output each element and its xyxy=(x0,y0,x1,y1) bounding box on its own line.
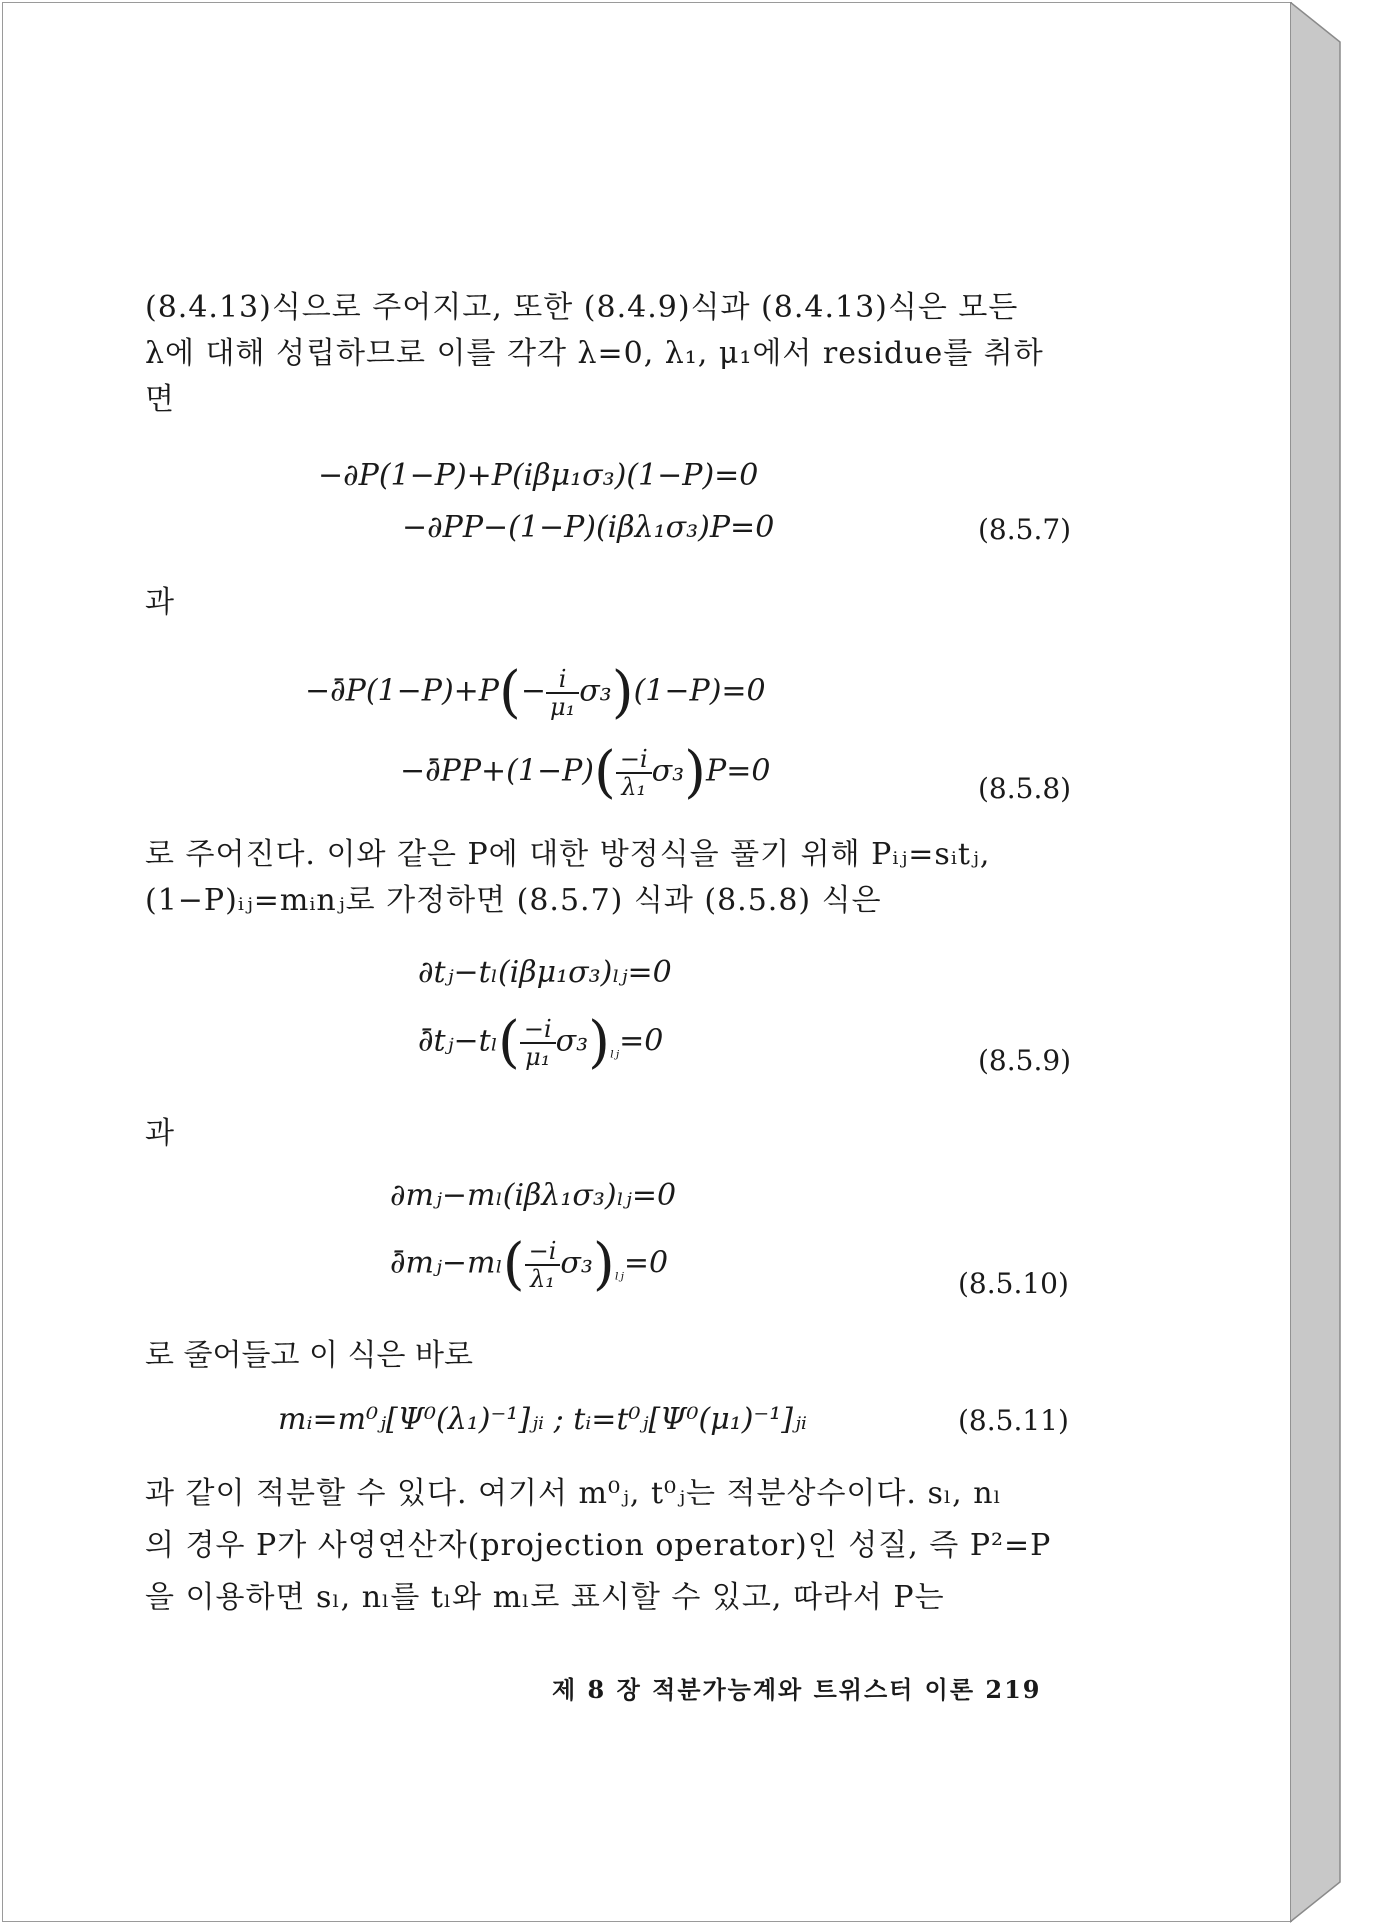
mid-line-2: (1−P)ᵢⱼ=mᵢnⱼ로 가정하면 (8.5.7) 식과 (8.5.8) 식은 xyxy=(145,883,882,918)
intro-line-3: 면 xyxy=(145,382,175,417)
conjunction-gwa-2: 과 xyxy=(145,1116,174,1151)
left-paren: ( xyxy=(502,1232,525,1297)
left-paren: ( xyxy=(593,740,616,805)
numerator: i xyxy=(546,666,579,694)
intro-line-2: λ에 대해 성립하므로 이를 각각 λ=0, λ₁, μ₁에서 residue를 취하 xyxy=(145,336,1044,371)
equation-8-5-9-line-2 xyxy=(418,1010,663,1075)
sigma-3: σ₃ xyxy=(555,1023,589,1059)
right-paren: ) xyxy=(592,1232,615,1297)
closing-line-2: 의 경우 P가 사영연산자(projection operator)인 성질, 즉 P²=P xyxy=(145,1528,1052,1563)
eq-8-5-8-b-right: P=0 xyxy=(706,753,771,789)
page-footer: 제 8 장 적분가능계와 트위스터 이론 219 xyxy=(552,1675,1042,1704)
equation-number-8-5-11: (8.5.11) xyxy=(958,1404,1069,1437)
reduce-text: 로 줄어들고 이 식은 바로 xyxy=(145,1338,473,1373)
left-paren: ( xyxy=(498,660,521,725)
eq-8-5-8-a-left: −∂̄P(1−P)+P xyxy=(305,673,499,709)
equation-number-8-5-10: (8.5.10) xyxy=(958,1267,1069,1300)
closing-line-1: 과 같이 적분할 수 있다. 여기서 m⁰ⱼ, t⁰ⱼ는 적분상수이다. sₗ, nₗ xyxy=(145,1476,1002,1511)
equation-8-5-7-line-2: −∂PP−(1−P)(iβλ₁σ₃)P=0 xyxy=(402,510,775,545)
right-paren: ) xyxy=(684,740,707,805)
fraction xyxy=(525,1238,561,1292)
equation-8-5-11: mᵢ=m⁰ⱼ[Ψ⁰(λ₁)⁻¹]ⱼᵢ ; tᵢ=t⁰ⱼ[Ψ⁰(μ₁)⁻¹]ⱼᵢ xyxy=(278,1402,807,1437)
equation-8-5-9-line-1: ∂tⱼ−tₗ(iβμ₁σ₃)ₗⱼ=0 xyxy=(418,955,672,990)
equation-number-8-5-8: (8.5.8) xyxy=(978,772,1072,805)
eq-8-5-9-b-right: =0 xyxy=(619,1023,664,1059)
fraction xyxy=(520,1016,556,1070)
page-content xyxy=(145,285,1085,423)
denominator: λ₁ xyxy=(530,1264,555,1293)
sigma-3: σ₃ xyxy=(579,673,612,709)
numerator: −i xyxy=(520,1016,556,1044)
equation-8-5-10-line-1: ∂mⱼ−mₗ(iβλ₁σ₃)ₗⱼ=0 xyxy=(390,1178,677,1213)
right-paren: ) xyxy=(588,1010,610,1075)
denominator: μ₁ xyxy=(549,692,576,721)
subscript: ₗⱼ xyxy=(610,1041,620,1063)
fraction xyxy=(616,746,652,800)
eq-8-5-9-b-left: ∂̄tⱼ−tₗ xyxy=(418,1023,498,1059)
closing-line-3: 을 이용하면 sₗ, nₗ를 tₗ와 mₗ로 표시할 수 있고, 따라서 P는 xyxy=(145,1580,945,1615)
denominator: μ₁ xyxy=(525,1042,551,1071)
equation-8-5-8-line-1 xyxy=(305,660,766,725)
eq-8-5-8-a-right: (1−P)=0 xyxy=(633,673,766,709)
mid-line-1: 로 주어진다. 이와 같은 P에 대한 방정식을 풀기 위해 Pᵢⱼ=sᵢtⱼ, xyxy=(145,837,991,872)
equation-8-5-10-line-2 xyxy=(390,1232,668,1297)
numerator: −i xyxy=(525,1238,561,1266)
mid-paragraph xyxy=(145,832,1085,924)
sigma-3: σ₃ xyxy=(651,753,685,789)
closing-paragraph xyxy=(145,1468,1085,1624)
eq-8-5-8-a-minus: − xyxy=(520,673,546,709)
equation-number-8-5-7: (8.5.7) xyxy=(978,513,1072,546)
equation-8-5-7-line-1: −∂P(1−P)+P(iβμ₁σ₃)(1−P)=0 xyxy=(318,458,759,493)
denominator: λ₁ xyxy=(621,772,647,801)
left-paren: ( xyxy=(497,1010,520,1075)
fraction xyxy=(546,666,579,720)
numerator: −i xyxy=(616,746,652,774)
equation-number-8-5-9: (8.5.9) xyxy=(978,1044,1072,1077)
conjunction-gwa-1: 과 xyxy=(145,585,174,620)
sigma-3: σ₃ xyxy=(560,1245,593,1281)
equation-8-5-8-line-2 xyxy=(400,740,770,805)
intro-paragraph xyxy=(145,285,1085,423)
subscript: ₗⱼ xyxy=(614,1263,624,1285)
eq-8-5-10-b-left: ∂̄mⱼ−mₗ xyxy=(390,1245,503,1281)
eq-8-5-10-b-right: =0 xyxy=(623,1245,669,1281)
eq-8-5-8-b-left: −∂̄PP+(1−P) xyxy=(400,753,594,789)
intro-line-1: (8.4.13)식으로 주어지고, 또한 (8.4.9)식과 (8.4.13)식은 모든 xyxy=(145,290,1019,325)
right-paren: ) xyxy=(611,660,634,725)
